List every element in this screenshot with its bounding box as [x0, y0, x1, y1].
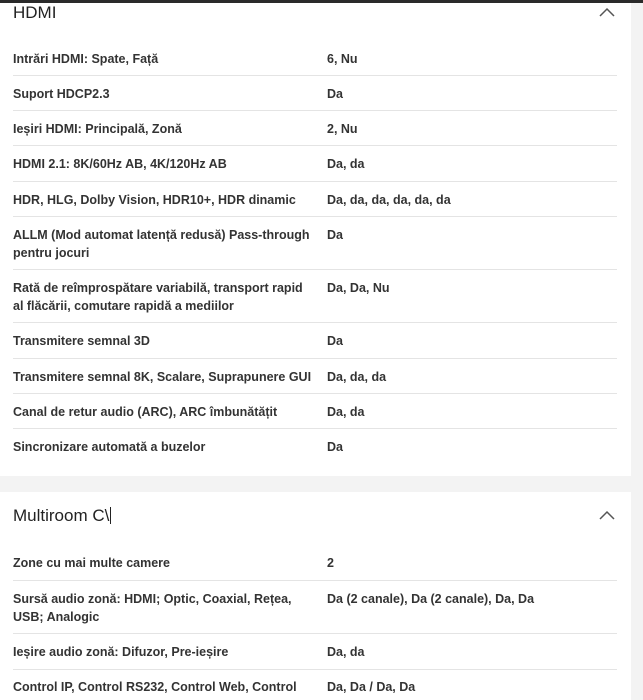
section-title: Multiroom C\	[13, 506, 110, 525]
spec-value: Da, Da / Da, Da	[327, 680, 416, 694]
spec-value: Da	[327, 228, 343, 242]
spec-value: Da	[327, 334, 343, 348]
table-row	[13, 670, 617, 700]
table-row	[13, 359, 617, 394]
table-row	[13, 146, 617, 182]
spec-value: 2, Nu	[327, 122, 358, 136]
table-row	[13, 394, 617, 429]
spec-label: ALLM (Mod automat latență redusă) Pass-through pentru jocuri	[13, 228, 310, 260]
table-row	[13, 217, 617, 270]
spec-value: Da, da, da	[327, 370, 387, 384]
spec-value: 6, Nu	[327, 52, 358, 66]
table-row	[13, 581, 617, 634]
section-header-hdmi[interactable]	[13, 3, 617, 25]
spec-value: Da	[327, 440, 343, 454]
table-row	[13, 323, 617, 359]
spec-table	[13, 40, 617, 464]
table-row	[13, 182, 617, 217]
spec-label: Ieșiri HDMI: Principală, Zonă	[13, 122, 182, 136]
spec-label: HDR, HLG, Dolby Vision, HDR10+, HDR dinamic	[13, 193, 296, 207]
spec-label: HDMI 2.1: 8K/60Hz AB, 4K/120Hz AB	[13, 157, 227, 171]
page-right-gutter	[631, 3, 643, 700]
spec-label: Sursă audio zonă: HDMI; Optic, Coaxial, Rețea, USB; Analogic	[13, 592, 292, 624]
table-row	[13, 634, 617, 670]
spec-label: Ieșire audio zonă: Difuzor, Pre-ieșire	[13, 645, 229, 659]
section-title: HDMI	[13, 3, 57, 22]
table-row	[13, 545, 617, 581]
spec-value: 2	[327, 556, 334, 570]
spec-label: Canal de retur audio (ARC), ARC îmbunătățit	[13, 405, 278, 419]
spec-label: Control IP, Control RS232, Control Web, Control	[13, 680, 297, 694]
spec-value: Da, da	[327, 645, 365, 659]
table-row	[13, 76, 617, 111]
spec-label: Transmitere semnal 3D	[13, 334, 150, 348]
spec-label: Intrări HDMI: Spate, Față	[13, 52, 159, 66]
chevron-up-icon[interactable]	[597, 4, 617, 20]
table-row	[13, 429, 617, 464]
spec-table	[13, 545, 617, 700]
chevron-up-icon[interactable]	[597, 507, 617, 523]
spec-label: Zone cu mai multe camere	[13, 556, 171, 570]
spec-value: Da, Da, Nu	[327, 281, 390, 295]
spec-label: Transmitere semnal 8K, Scalare, Suprapunere GUI	[13, 370, 312, 384]
table-row	[13, 40, 617, 76]
section-header-multiroom[interactable]	[13, 506, 617, 528]
spec-label: Rată de reîmprospătare variabilă, transport rapid al flăcării, comutare rapidă a mediilor	[13, 281, 303, 313]
table-row	[13, 270, 617, 323]
spec-label: Suport HDCP2.3	[13, 87, 110, 101]
spec-value: Da (2 canale), Da (2 canale), Da, Da	[327, 592, 535, 606]
spec-section-multiroom	[0, 492, 631, 700]
spec-value: Da, da	[327, 405, 365, 419]
spec-label: Sincronizare automată a buzelor	[13, 440, 206, 454]
text-cursor	[110, 507, 111, 524]
spec-value: Da, da, da, da, da, da	[327, 193, 451, 207]
spec-value: Da, da	[327, 157, 365, 171]
table-row	[13, 111, 617, 146]
spec-section-hdmi	[0, 3, 631, 476]
spec-value: Da	[327, 87, 343, 101]
